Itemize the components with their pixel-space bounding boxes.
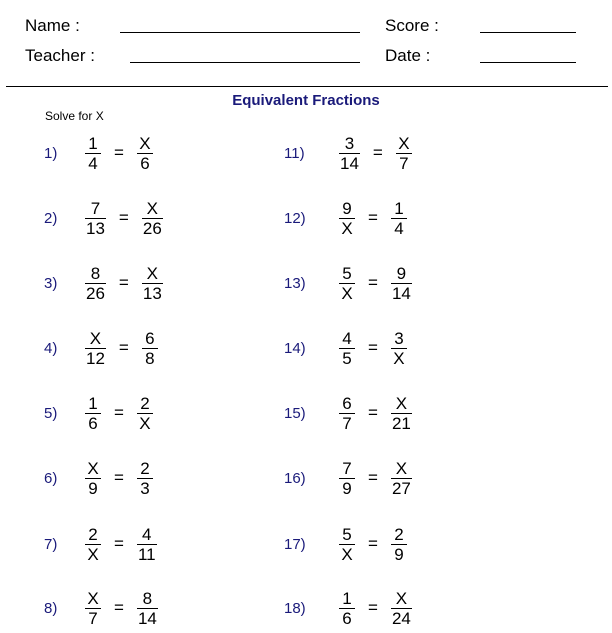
left-denominator: 7	[85, 608, 101, 628]
score-label: Score :	[385, 16, 439, 35]
right-denominator: 3	[137, 478, 153, 498]
instructions: Solve for X	[45, 109, 104, 123]
left-fraction	[84, 329, 107, 368]
problem-number: 2)	[44, 209, 58, 227]
left-fraction	[84, 134, 102, 173]
right-numerator: X	[395, 458, 408, 478]
equals-sign: =	[368, 534, 378, 553]
left-fraction	[338, 329, 356, 368]
right-numerator: X	[146, 198, 158, 218]
left-fraction	[84, 459, 102, 498]
right-numerator: X	[146, 263, 158, 283]
right-numerator: 8	[142, 588, 153, 608]
right-numerator: 3	[394, 328, 404, 348]
left-fraction	[84, 199, 107, 238]
problem-number: 4)	[44, 339, 58, 357]
problem	[284, 519, 408, 569]
right-numerator: 9	[396, 263, 407, 283]
right-denominator: X	[137, 413, 153, 433]
problem-number: 13)	[284, 274, 306, 292]
right-denominator: 8	[142, 348, 158, 368]
right-denominator: 4	[391, 218, 407, 238]
equals-sign: =	[368, 598, 378, 617]
problem-number: 12)	[284, 209, 306, 227]
right-denominator: 7	[396, 153, 412, 173]
name-blank[interactable]	[120, 32, 360, 33]
equals-sign: =	[368, 273, 378, 292]
problem	[44, 323, 159, 373]
teacher-label: Teacher :	[25, 46, 95, 65]
problem	[44, 453, 154, 503]
left-fraction	[338, 394, 356, 433]
problem	[44, 128, 154, 178]
right-fraction	[395, 134, 413, 173]
equals-sign: =	[368, 338, 378, 357]
left-numerator: 2	[88, 524, 98, 544]
name-label: Name :	[25, 16, 80, 35]
problem	[44, 258, 164, 308]
worksheet-title: Equivalent Fractions	[232, 92, 380, 109]
left-fraction	[338, 459, 356, 498]
problem	[284, 323, 408, 373]
left-denominator: X	[339, 283, 355, 303]
left-denominator: X	[339, 544, 355, 564]
problem	[284, 453, 413, 503]
right-fraction	[141, 199, 164, 238]
right-fraction	[390, 525, 408, 564]
left-numerator: 5	[342, 263, 352, 283]
problem-number: 6)	[44, 469, 58, 487]
equals-sign: =	[114, 598, 124, 617]
right-denominator: 13	[142, 283, 162, 303]
score-blank[interactable]	[480, 32, 576, 33]
left-numerator: 7	[90, 198, 101, 218]
equals-sign: =	[118, 273, 129, 292]
right-fraction	[141, 264, 164, 303]
left-denominator: 9	[339, 478, 355, 498]
left-numerator: 4	[342, 328, 352, 348]
problem-number: 11)	[284, 144, 305, 162]
right-numerator: 2	[140, 458, 150, 478]
equals-sign: =	[118, 338, 129, 357]
right-fraction	[136, 459, 154, 498]
problem-number: 14)	[284, 339, 306, 357]
problem	[284, 388, 413, 438]
equals-sign: =	[118, 208, 129, 227]
right-numerator: 6	[145, 328, 155, 348]
left-numerator: 9	[342, 198, 352, 218]
left-fraction	[338, 199, 356, 238]
date-label: Date :	[385, 46, 431, 65]
right-fraction	[136, 134, 154, 173]
problem-number: 1)	[44, 144, 58, 162]
equals-sign: =	[114, 403, 124, 422]
problem-number: 5)	[44, 404, 58, 422]
right-numerator: X	[398, 133, 410, 153]
equals-sign: =	[368, 403, 378, 422]
left-numerator: 7	[342, 458, 352, 478]
problem	[44, 388, 154, 438]
teacher-blank[interactable]	[130, 62, 360, 63]
right-denominator: X	[391, 348, 407, 368]
left-denominator: 5	[339, 348, 355, 368]
left-fraction	[84, 264, 107, 303]
left-numerator: 1	[88, 393, 98, 413]
problem	[284, 258, 413, 308]
problem	[284, 583, 413, 633]
problem-number: 17)	[284, 535, 306, 553]
problem-number: 8)	[44, 599, 58, 617]
right-denominator: 21	[391, 413, 411, 433]
left-fraction	[338, 589, 356, 628]
header-separator	[6, 86, 608, 87]
left-denominator: X	[339, 218, 355, 238]
right-denominator: 14	[391, 283, 411, 303]
left-numerator: X	[87, 588, 99, 608]
left-denominator: 13	[86, 218, 105, 238]
left-fraction	[338, 525, 356, 564]
equals-sign: =	[114, 468, 124, 487]
left-denominator: X	[85, 544, 101, 564]
left-denominator: 12	[86, 348, 105, 368]
left-denominator: 9	[85, 478, 101, 498]
left-numerator: 1	[342, 588, 352, 608]
problem-number: 15)	[284, 404, 306, 422]
problem-number: 18)	[284, 599, 306, 617]
problem	[44, 583, 159, 633]
left-fraction	[338, 134, 361, 173]
problem-number: 7)	[44, 535, 58, 553]
left-fraction	[84, 525, 102, 564]
equals-sign: =	[114, 143, 124, 162]
problem	[284, 193, 408, 243]
right-denominator: 27	[391, 478, 411, 498]
left-numerator: X	[87, 458, 99, 478]
left-numerator: 3	[344, 133, 355, 153]
right-fraction	[390, 394, 413, 433]
equals-sign: =	[372, 143, 383, 162]
right-numerator: 2	[140, 393, 150, 413]
right-fraction	[136, 394, 154, 433]
equals-sign: =	[368, 208, 378, 227]
right-fraction	[390, 264, 413, 303]
right-numerator: X	[395, 588, 408, 608]
equals-sign: =	[114, 534, 124, 553]
date-blank[interactable]	[480, 62, 576, 63]
left-denominator: 14	[340, 153, 359, 173]
right-denominator: 26	[142, 218, 162, 238]
right-fraction	[390, 199, 408, 238]
problem	[44, 193, 164, 243]
left-numerator: 6	[342, 393, 352, 413]
left-denominator: 6	[339, 608, 355, 628]
left-denominator: 26	[86, 283, 105, 303]
right-fraction	[136, 525, 158, 564]
right-numerator: X	[139, 133, 151, 153]
left-denominator: 6	[85, 413, 101, 433]
right-denominator: 9	[391, 544, 407, 564]
equals-sign: =	[368, 468, 378, 487]
right-numerator: X	[395, 393, 408, 413]
right-fraction	[141, 329, 159, 368]
problem-number: 16)	[284, 469, 306, 487]
right-fraction	[390, 329, 408, 368]
right-numerator: 1	[394, 198, 404, 218]
right-fraction	[390, 459, 413, 498]
problem-number: 3)	[44, 274, 58, 292]
problem	[284, 128, 413, 178]
right-numerator: 4	[142, 524, 152, 544]
right-denominator: 6	[137, 153, 153, 173]
left-numerator: 5	[342, 524, 352, 544]
left-fraction	[84, 394, 102, 433]
left-denominator: 4	[85, 153, 101, 173]
right-denominator: 24	[391, 608, 411, 628]
right-fraction	[390, 589, 413, 628]
problem	[44, 519, 158, 569]
right-denominator: 11	[137, 544, 156, 564]
left-numerator: X	[89, 328, 102, 348]
left-denominator: 7	[339, 413, 355, 433]
right-denominator: 14	[137, 608, 157, 628]
left-numerator: 1	[88, 133, 98, 153]
left-fraction	[338, 264, 356, 303]
right-numerator: 2	[394, 524, 404, 544]
left-fraction	[84, 589, 102, 628]
left-numerator: 8	[90, 263, 101, 283]
right-fraction	[136, 589, 159, 628]
